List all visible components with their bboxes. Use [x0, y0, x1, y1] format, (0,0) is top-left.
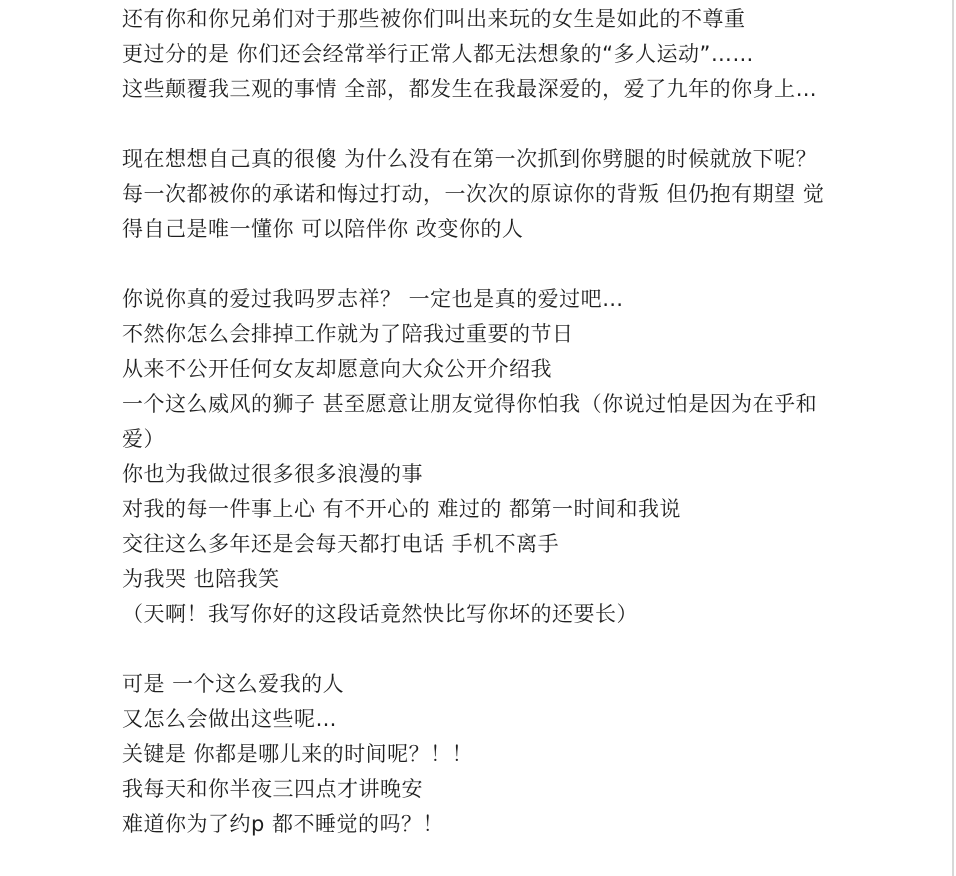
paragraph-4 — [122, 667, 932, 842]
page-edge-divider — [952, 0, 954, 876]
text-line: 这些颠覆我三观的事情 全部，都发生在我最深爱的，爱了九年的你身上… — [122, 77, 818, 101]
paragraph-spacer — [122, 247, 932, 282]
text-line: 你说你真的爱过我吗罗志祥？ 一定也是真的爱过吧… — [122, 287, 624, 311]
text-line: 又怎么会做出这些呢… — [122, 707, 337, 731]
paragraph-3 — [122, 282, 932, 632]
text-line: 更过分的是 你们还会经常举行正常人都无法想象的“多人运动”…… — [122, 42, 754, 66]
text-line: 得自己是唯一懂你 可以陪伴你 改变你的人 — [122, 217, 524, 241]
paragraph-spacer — [122, 107, 932, 142]
text-line: 对我的每一件事上心 有不开心的 难过的 都第一时间和我说 — [122, 497, 682, 521]
text-line: 可是 一个这么爱我的人 — [122, 672, 345, 696]
text-line: 一个这么威风的狮子 甚至愿意让朋友觉得你怕我（你说过怕是因为在乎和 — [122, 392, 818, 416]
text-line: 从来不公开任何女友却愿意向大众公开介绍我 — [122, 357, 552, 381]
text-line: 你也为我做过很多很多浪漫的事 — [122, 462, 423, 486]
text-line: 每一次都被你的承诺和悔过打动，一次次的原谅你的背叛 但仍抱有期望 觉 — [122, 182, 825, 206]
text-line: 为我哭 也陪我笑 — [122, 567, 280, 591]
text-line: 还有你和你兄弟们对于那些被你们叫出来玩的女生是如此的不尊重 — [122, 7, 746, 31]
text-line: 我每天和你半夜三四点才讲晚安 — [122, 777, 423, 801]
text-line: 不然你怎么会排掉工作就为了陪我过重要的节日 — [122, 322, 574, 346]
paragraph-spacer — [122, 632, 932, 667]
text-line: 关键是 你都是哪儿来的时间呢？！！ — [122, 742, 474, 766]
text-line: （天啊！我写你好的这段话竟然快比写你坏的还要长） — [122, 602, 638, 626]
text-line: 现在想想自己真的很傻 为什么没有在第一次抓到你劈腿的时候就放下呢？ — [122, 147, 818, 171]
paragraph-1 — [122, 2, 932, 107]
paragraph-2 — [122, 142, 932, 247]
text-line: 爱） — [122, 427, 165, 451]
text-line: 难道你为了约p 都不睡觉的吗？！ — [122, 812, 445, 836]
text-line: 交往这么多年还是会每天都打电话 手机不离手 — [122, 532, 560, 556]
